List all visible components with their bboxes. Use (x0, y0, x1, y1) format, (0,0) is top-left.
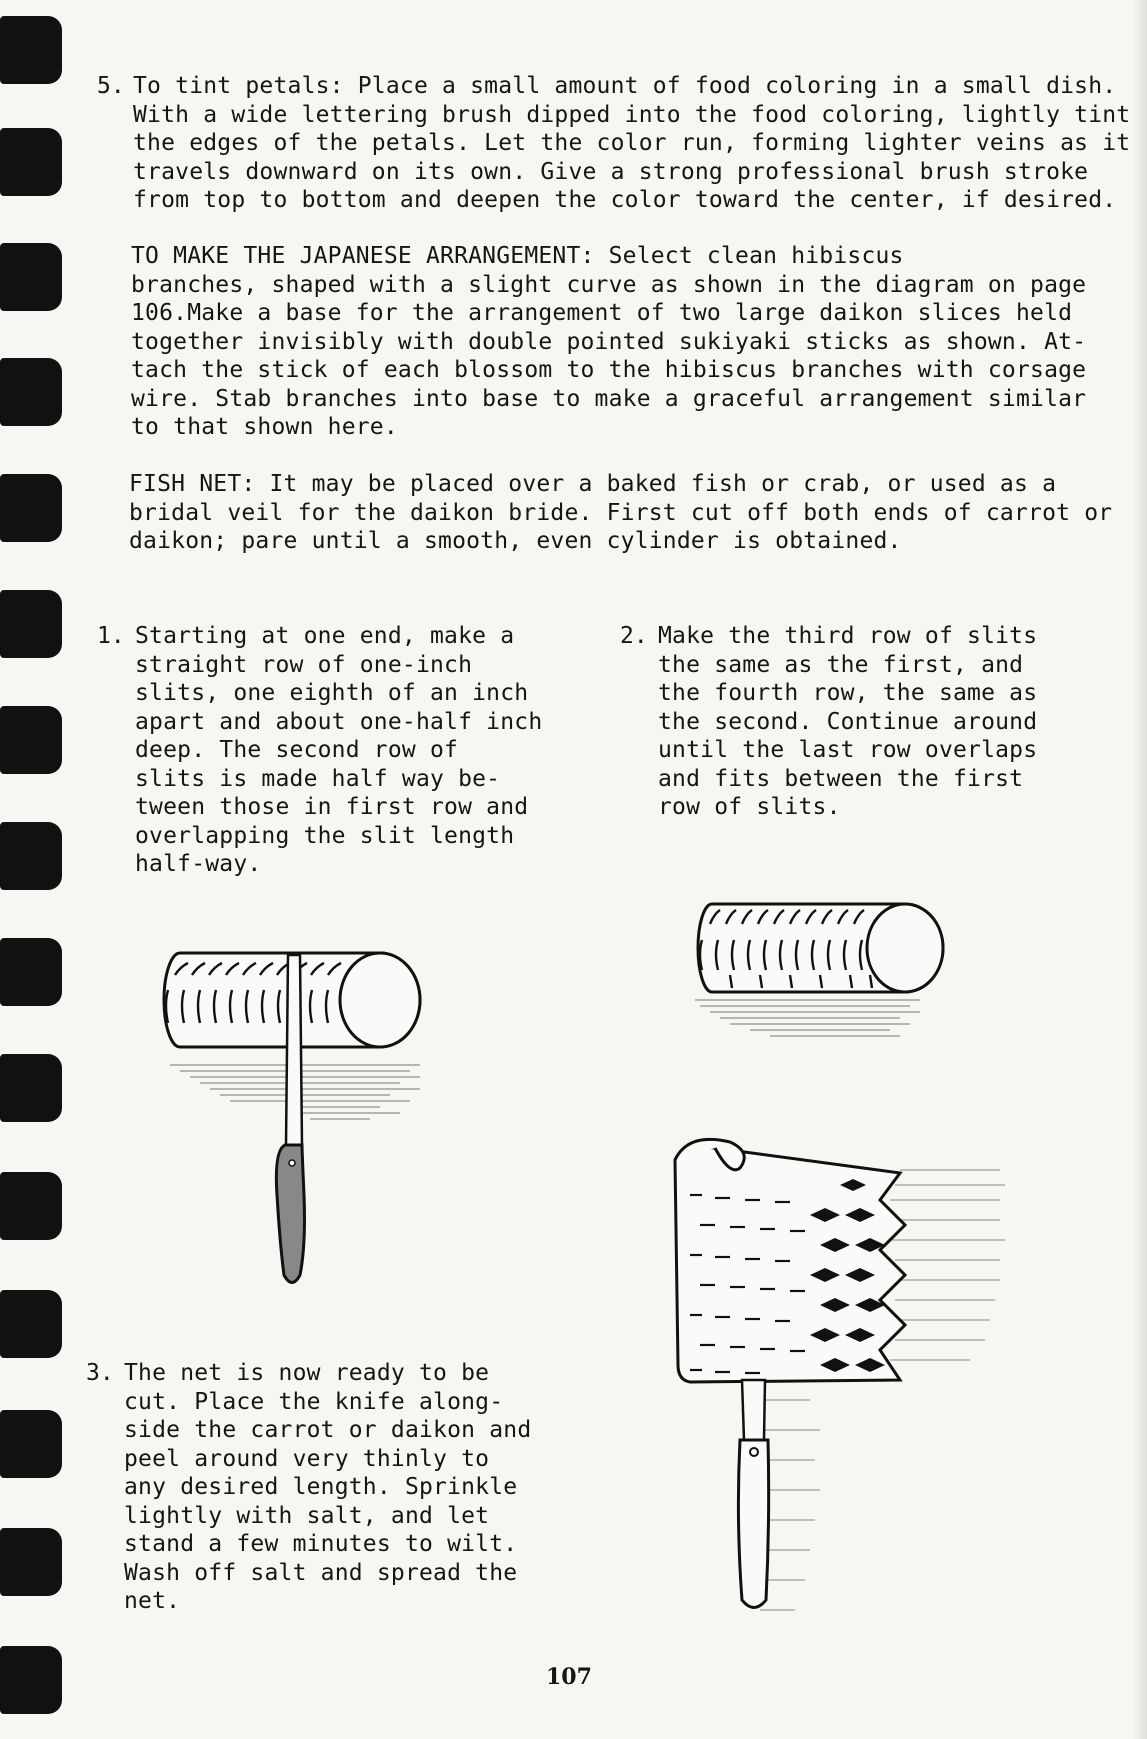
text-line: slits, one eighth of an inch (135, 680, 529, 706)
text-line: lightly with salt, and let (124, 1502, 490, 1529)
net-sheet (675, 1148, 905, 1383)
text-line: the fourth row, the same as (658, 680, 1038, 706)
spiral-ring (0, 1410, 62, 1478)
step-number: 5. (97, 73, 125, 99)
text-line: daikon; pare until a smooth, even cylinder is obtained. (129, 528, 902, 554)
shadow-hatching (695, 1000, 920, 1036)
spiral-ring (0, 1054, 62, 1122)
cylinder-end (340, 953, 420, 1047)
text-line: To tint petals: Place a small amount of food coloring in a small dish. (133, 73, 1117, 99)
text-line: apart and about one-half inch (135, 708, 543, 735)
text-line: tach the stick of each blossom to the hibiscus branches with corsage (131, 357, 1087, 383)
text-line: With a wide lettering brush dipped into the food coloring, lightly tint (133, 101, 1131, 128)
text-line: the edges of the petals. Let the color run, forming lighter veins as it (133, 130, 1131, 156)
text-line: wire. Stab branches into base to make a graceful arrangement similar (131, 385, 1087, 412)
spiral-ring (0, 358, 62, 426)
spiral-ring (0, 1172, 62, 1240)
spiral-ring (0, 1290, 62, 1358)
text-line: Wash off salt and spread the (124, 1559, 518, 1586)
text-line: FISH NET: It may be placed over a baked fish or crab, or used as a (129, 471, 1057, 497)
page-number: 107 (546, 1664, 592, 1690)
text-line: travels downward on its own. Give a strong professional brush stroke (133, 158, 1089, 185)
text-line: cut. Place the knife along- (124, 1388, 504, 1415)
step-number: 3. (86, 1360, 114, 1386)
spiral-ring (0, 16, 62, 84)
text-line: The net is now ready to be (124, 1360, 490, 1386)
cylinder-end (867, 904, 943, 992)
text-line: the second. Continue around (658, 708, 1038, 735)
text-line: side the carrot or daikon and (124, 1417, 532, 1443)
text-line: to that shown here. (131, 414, 398, 440)
text-line: Make the third row of slits (658, 623, 1038, 649)
spiral-ring (0, 822, 62, 890)
illustration-cylinder-with-knife (150, 945, 450, 1295)
text-line: bridal veil for the daikon bride. First cut off both ends of carrot or (129, 499, 1113, 526)
text-line: 106.Make a base for the arrangement of two large daikon slices held (131, 300, 1073, 326)
illustration-slit-cylinder (690, 900, 960, 1060)
page-edge-shadow (1133, 0, 1147, 1739)
text-line: stand a few minutes to wilt. (124, 1531, 518, 1557)
spiral-ring (0, 474, 62, 542)
text-line: row of slits. (658, 794, 841, 820)
spiral-ring (0, 1528, 62, 1596)
text-line: TO MAKE THE JAPANESE ARRANGEMENT: Select clean hibiscus (131, 243, 904, 269)
text-line: peel around very thinly to (124, 1445, 490, 1472)
spiral-ring (0, 706, 62, 774)
text-line: together invisibly with double pointed sukiyaki sticks as shown. At- (131, 328, 1087, 355)
spiral-ring (0, 128, 62, 196)
text-line: Starting at one end, make a (135, 623, 515, 649)
text-line: straight row of one-inch (135, 651, 473, 678)
text-line: slits is made half way be- (135, 765, 501, 792)
text-line: net. (124, 1588, 181, 1614)
spiral-ring (0, 938, 62, 1006)
text-line: branches, shaped with a slight curve as shown in the diagram on page (131, 271, 1087, 298)
text-line: deep. The second row of (135, 737, 459, 763)
spiral-ring (0, 243, 62, 311)
text-line: from top to bottom and deepen the color toward the center, if desired. (133, 187, 1117, 213)
text-line: the same as the first, and (658, 651, 1024, 678)
text-line: any desired length. Sprinkle (124, 1474, 518, 1500)
text-line: until the last row overlaps (658, 737, 1038, 763)
step-number: 2. (620, 623, 648, 649)
knife-icon (738, 1380, 768, 1608)
step-number: 1. (97, 623, 125, 649)
text-line: and fits between the first (658, 765, 1024, 792)
illustration-peeled-net (670, 1140, 1010, 1620)
spiral-ring (0, 1646, 62, 1714)
text-line: overlapping the slit length (135, 822, 515, 849)
spiral-ring (0, 590, 62, 658)
text-line: tween those in first row and (135, 794, 529, 820)
text-line: half-way. (135, 851, 262, 877)
